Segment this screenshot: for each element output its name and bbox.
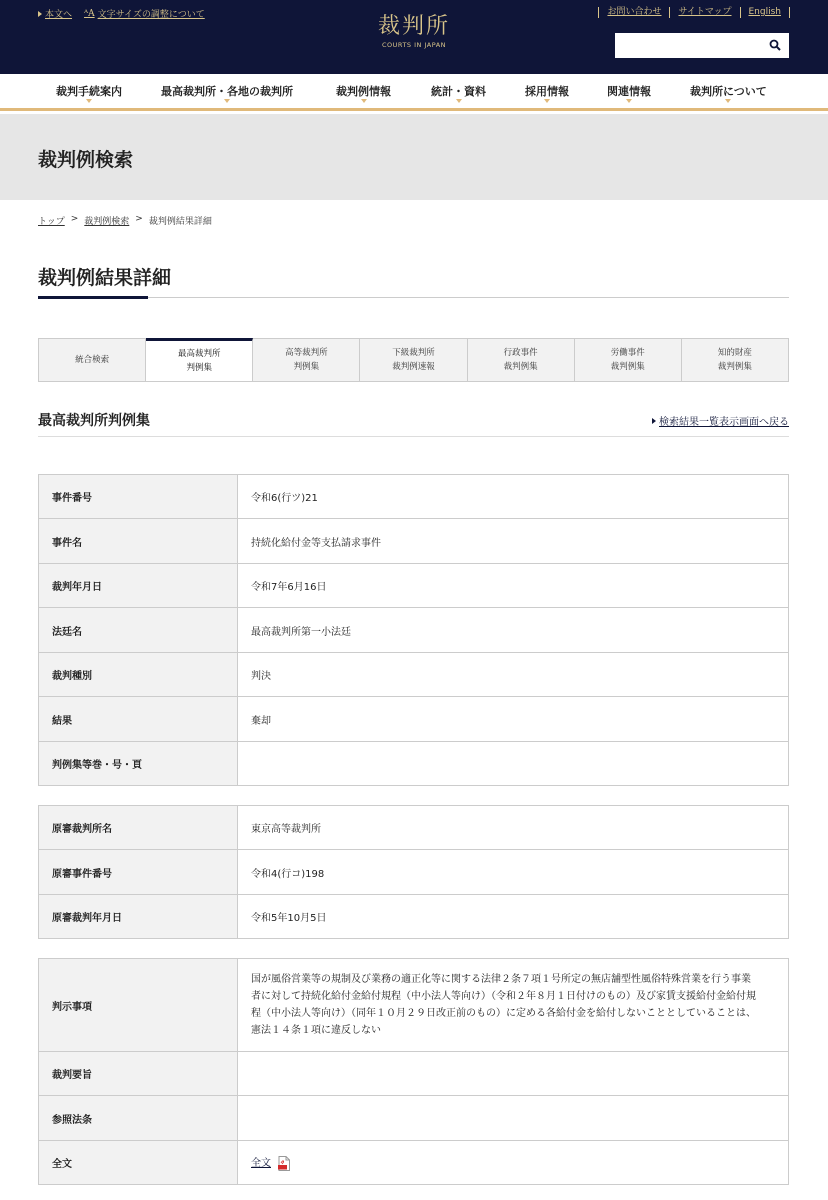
row-value — [238, 1052, 789, 1096]
table-row — [39, 895, 789, 939]
global-nav — [0, 74, 828, 111]
tab-label: 知的財産 — [717, 348, 752, 358]
original-court-table — [38, 805, 789, 939]
nav-label: 最高裁判所・各地の裁判所 — [161, 85, 293, 98]
tab-label: 判例集 — [186, 363, 212, 373]
sitemap-link[interactable]: サイトマップ — [669, 7, 739, 18]
section-divider — [38, 436, 789, 437]
table-row — [39, 742, 789, 786]
breadcrumb — [38, 214, 212, 227]
breadcrumb-separator: > — [135, 214, 143, 224]
table-row — [39, 850, 789, 895]
row-label: 参照法条 — [39, 1096, 238, 1141]
row-value: 棄却 — [238, 697, 789, 742]
text-size-icon: ᴬA — [84, 8, 95, 19]
row-label: 裁判種別 — [39, 653, 238, 697]
tab-labor[interactable] — [575, 339, 682, 381]
row-value: 令和5年10月5日 — [238, 895, 789, 939]
nav-recruitment[interactable] — [525, 83, 569, 99]
title-divider — [38, 297, 789, 298]
table-row — [39, 519, 789, 564]
holding-line: 憲法１４条１項に違反しない — [251, 1025, 381, 1036]
row-label: 法廷名 — [39, 608, 238, 653]
contact-link[interactable]: お問い合わせ — [598, 7, 669, 18]
chevron-down-icon — [361, 99, 367, 103]
page-title: 裁判例結果詳細 — [38, 267, 172, 289]
tab-label: 統合検索 — [75, 355, 110, 365]
case-info-table — [38, 474, 789, 786]
search-tabs — [38, 338, 789, 382]
row-value — [238, 742, 789, 786]
breadcrumb-separator: > — [70, 214, 79, 224]
holding-text — [238, 959, 789, 1052]
nav-label: 裁判例情報 — [336, 85, 391, 98]
holding-line: 程（中小法人等向け）（同年１０月２９日改正前のもの）に定める各給付金を給付しないこととしていることは、 — [251, 1008, 756, 1019]
tab-supreme-court[interactable] — [146, 338, 253, 381]
table-row — [39, 608, 789, 653]
row-label: 全文 — [39, 1141, 238, 1185]
chevron-down-icon — [626, 99, 632, 103]
logo-en: COURTS IN JAPAN — [381, 41, 447, 49]
skip-to-content-label: 本文へ — [45, 10, 73, 20]
back-to-results-link[interactable] — [652, 413, 789, 428]
nav-label: 採用情報 — [525, 85, 569, 98]
tab-label: 下級裁判所 — [392, 348, 435, 358]
holding-line: 者に対して持続化給付金給付規程（中小法人等向け）（令和２年８月１日付けのもの）及び家賃支援給付金給付規 — [251, 991, 756, 1002]
row-label: 裁判要旨 — [39, 1052, 238, 1096]
back-link-label: 検索結果一覧表示画面へ戻る — [659, 417, 789, 428]
holding-table — [38, 958, 789, 1185]
nav-statistics[interactable] — [431, 83, 486, 99]
row-value: 持続化給付金等支払請求事件 — [238, 519, 789, 564]
nav-label: 関連情報 — [607, 85, 651, 98]
row-value: 令和6(行ツ)21 — [238, 475, 789, 519]
row-value — [238, 1141, 789, 1185]
row-label: 事件名 — [39, 519, 238, 564]
logo-jp: 裁判所 — [377, 14, 450, 39]
nav-label: 裁判手続案内 — [56, 85, 122, 98]
tab-label: 裁判例速報 — [392, 362, 435, 372]
chevron-down-icon — [456, 99, 462, 103]
utility-links-right — [598, 7, 790, 18]
tab-label: 行政事件 — [503, 348, 538, 358]
breadcrumb-top[interactable]: トップ — [38, 217, 65, 227]
table-row — [39, 959, 789, 1052]
nav-case-info[interactable] — [336, 83, 391, 99]
text-size-label: 文字サイズの調整について — [97, 10, 205, 20]
row-label: 判示事項 — [39, 959, 238, 1052]
row-label: 判例集等巻・号・頁 — [39, 742, 238, 786]
tab-label: 判例集 — [293, 362, 320, 372]
table-row — [39, 653, 789, 697]
table-row — [39, 697, 789, 742]
row-value: 判決 — [238, 653, 789, 697]
row-label: 原審事件番号 — [39, 850, 238, 895]
nav-about[interactable] — [690, 83, 767, 99]
tab-integrated-search[interactable] — [39, 339, 146, 381]
tab-label: 最高裁判所 — [177, 349, 221, 359]
table-row — [39, 564, 789, 608]
banner-title: 裁判例検索 — [38, 149, 134, 171]
tab-ip[interactable] — [682, 339, 788, 381]
triangle-icon — [652, 418, 656, 424]
breadcrumb-current: 裁判例結果詳細 — [148, 217, 212, 227]
pdf-icon[interactable] — [278, 1156, 290, 1171]
row-value — [238, 1096, 789, 1141]
table-row — [39, 1141, 789, 1185]
tab-administrative[interactable] — [468, 339, 575, 381]
chevron-down-icon — [725, 99, 731, 103]
nav-related[interactable] — [607, 83, 651, 99]
table-row — [39, 1052, 789, 1096]
title-accent-bar — [38, 296, 148, 299]
row-value: 東京高等裁判所 — [238, 806, 789, 850]
site-header — [0, 0, 828, 74]
breadcrumb-search[interactable]: 裁判例検索 — [84, 217, 130, 227]
chevron-down-icon — [544, 99, 550, 103]
section-title: 最高裁判所判例集 — [38, 413, 150, 429]
tab-label: 裁判例集 — [610, 362, 645, 372]
full-text-link[interactable]: 全文 — [251, 1158, 271, 1170]
table-row — [39, 475, 789, 519]
tab-high-court[interactable] — [253, 339, 360, 381]
row-label: 原審裁判年月日 — [39, 895, 238, 939]
nav-procedures[interactable] — [56, 83, 122, 99]
holding-line: 国が風俗営業等の規制及び業務の適正化等に関する法律２条７項１号所定の無店舗型性風俗特殊営業を行う事業 — [251, 974, 751, 985]
nav-label: 統計・資料 — [431, 85, 486, 98]
tab-lower-court[interactable] — [360, 339, 467, 381]
nav-courts[interactable] — [161, 83, 293, 99]
page-banner — [0, 114, 828, 200]
english-link[interactable]: English — [740, 7, 791, 18]
row-value: 最高裁判所第一小法廷 — [238, 608, 789, 653]
row-value: 令和4(行コ)198 — [238, 850, 789, 895]
tab-label: 高等裁判所 — [285, 348, 328, 358]
table-row — [39, 1096, 789, 1141]
row-label: 結果 — [39, 697, 238, 742]
table-row — [39, 806, 789, 850]
tab-label: 裁判例集 — [717, 362, 752, 372]
row-label: 原審裁判所名 — [39, 806, 238, 850]
search-input[interactable] — [615, 33, 789, 58]
row-value: 令和7年6月16日 — [238, 564, 789, 608]
row-label: 裁判年月日 — [39, 564, 238, 608]
tab-label: 労働事件 — [610, 348, 645, 358]
nav-label: 裁判所について — [690, 85, 767, 98]
chevron-down-icon — [86, 99, 92, 103]
row-label: 事件番号 — [39, 475, 238, 519]
tab-label: 裁判例集 — [503, 362, 538, 372]
chevron-down-icon — [224, 99, 230, 103]
search-icon[interactable] — [769, 39, 781, 51]
